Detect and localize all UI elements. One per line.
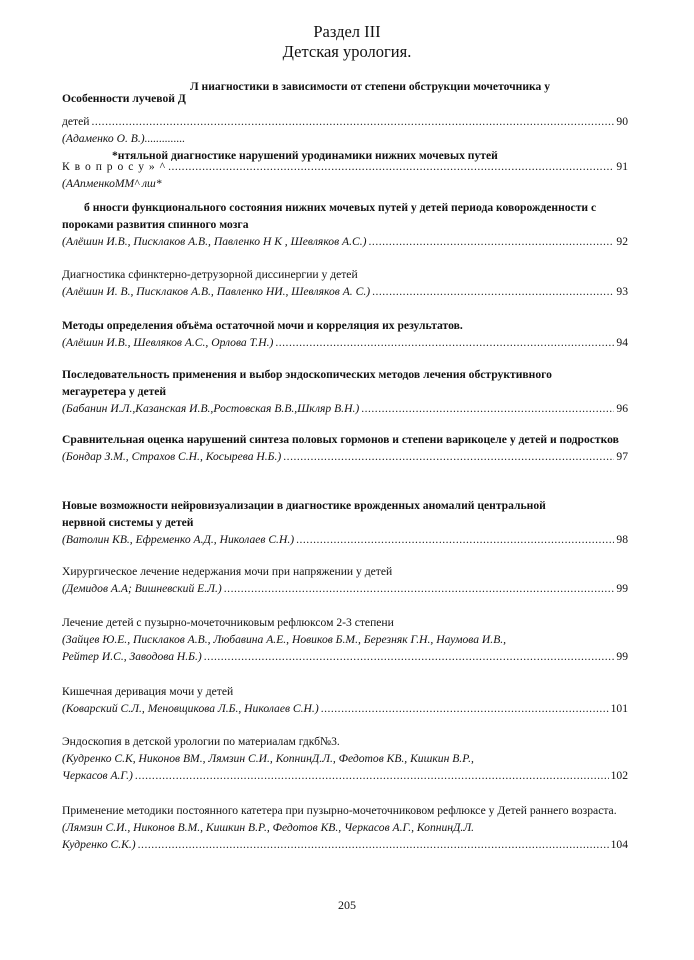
entry-page: 102 bbox=[610, 769, 628, 782]
entry-authors: Черкасов А.Г.) bbox=[62, 769, 133, 782]
entry-page: 99 bbox=[616, 582, 628, 595]
dot-leader bbox=[372, 283, 614, 300]
entry-title: К в о п р о с у » ^ bbox=[62, 160, 167, 173]
entry-authors: (Бондар З.М., Страхов С.Н., Косырева Н.Б.) bbox=[62, 450, 282, 463]
toc-entry bbox=[62, 366, 628, 417]
dot-leader bbox=[224, 580, 615, 597]
entry-authors: (Алёшин И. В., Писклаков А.В., Павленко НИ., Шевляков А. С.) bbox=[62, 285, 371, 298]
toc-entry bbox=[62, 563, 628, 597]
entry-page: 92 bbox=[616, 235, 628, 248]
section-number: Раздел III bbox=[313, 22, 381, 41]
entry-page: 96 bbox=[616, 402, 628, 415]
toc-entry bbox=[62, 733, 628, 784]
entry-page: 101 bbox=[610, 702, 628, 715]
entry-authors-first-line: (Кудренко С.К, Никонов ВМ., Лямзин С.И., КопнинД.Л., Федотов КВ., Кишкин В.Р., bbox=[62, 752, 474, 765]
entry-authors: (ААпменкоММ^ лш* bbox=[62, 177, 162, 190]
dot-leader bbox=[296, 531, 614, 548]
toc-entry bbox=[62, 147, 628, 192]
entry-authors: (Алёшин И.В., Писклаков А.В., Павленко Н К , Шевляков А.С.) bbox=[62, 235, 367, 248]
toc-entry bbox=[62, 199, 628, 250]
entry-authors: Кудренко С.К.) bbox=[62, 838, 136, 851]
dot-leader bbox=[168, 158, 614, 175]
entry-title: Лечение детей с пузырно-мочеточниковым рефлюксом 2-3 степени bbox=[62, 616, 394, 629]
entry-page: 93 bbox=[616, 285, 628, 298]
entry-title: Сравнительная оценка нарушений синтеза половых гормонов и степени варикоцеле у детей и подростков bbox=[62, 433, 619, 446]
entry-title: Хирургическое лечение недержания мочи при напряжении у детей bbox=[62, 565, 393, 578]
entry-line bbox=[62, 648, 628, 665]
entry-title: Последовательность применения и выбор эндоскопических методов лечения обструктивного мегауретера у детей bbox=[62, 368, 552, 398]
entry-authors: (Коварский С.Л., Меновщикова Л.Б., Николаев С.Н.) bbox=[62, 702, 319, 715]
section-header bbox=[0, 22, 694, 62]
entry-authors: Рейтер И.С., Заводова Н.Б.) bbox=[62, 650, 202, 663]
entry-title: Методы определения объёма остаточной мочи и корреляция их результатов. bbox=[62, 319, 463, 332]
toc-entry bbox=[62, 431, 628, 465]
entry-overlay-text: *нтяльной диагностике нарушений уродинамики нижних мочевых путей bbox=[112, 149, 498, 162]
entry-page: 98 bbox=[616, 533, 628, 546]
toc-entry bbox=[62, 683, 628, 717]
dot-leader bbox=[204, 648, 615, 665]
entry-authors: (Алёшин И.В., Шевляков А.С., Орлова Т.Н.) bbox=[62, 336, 274, 349]
entry-page: 94 bbox=[616, 336, 628, 349]
entry-line bbox=[62, 233, 628, 250]
toc-entry bbox=[62, 317, 628, 351]
entry-authors: (Бабанин И.Л.,Казанская И.В.,Ростовская В.В.,Шкляр В.Н.) bbox=[62, 402, 360, 415]
section-title: Детская урология. bbox=[282, 42, 412, 61]
dot-leader bbox=[361, 400, 614, 417]
entry-line bbox=[62, 334, 628, 351]
entry-authors-first-line: (Зайцев Ю.Е., Писклаков А.В., Любавина А.Е., Новиков Б.М., Березняк Г.Н., Наумова И.В., bbox=[62, 633, 507, 646]
entry-page: 99 bbox=[616, 650, 628, 663]
entry-title: Кишечная деривация мочи у детей bbox=[62, 685, 234, 698]
entry-title: Особенности лучевой Д bbox=[62, 92, 186, 105]
entry-title: Диагностика сфинктерно-детрузорной диссинергии у детей bbox=[62, 268, 358, 281]
entry-authors: (Демидов А.А; Вишневский Е.Л.) bbox=[62, 582, 222, 595]
entry-line bbox=[62, 767, 628, 784]
entry-title: Эндоскопия в детской урологии по материалам гдкб№3. bbox=[62, 735, 340, 748]
dot-leader bbox=[275, 334, 614, 351]
dot-leader bbox=[369, 233, 615, 250]
page-number: 205 bbox=[338, 898, 356, 912]
entry-authors: (Ватолин КВ., Ефременко А.Д., Николаев С.Н.) bbox=[62, 533, 295, 546]
entry-line bbox=[62, 700, 628, 717]
entry-line bbox=[62, 531, 628, 548]
toc-entry bbox=[62, 80, 628, 147]
entry-page: 90 bbox=[616, 115, 628, 128]
entry-page: 91 bbox=[616, 160, 628, 173]
entry-line bbox=[62, 158, 628, 175]
entry-page: 104 bbox=[610, 838, 628, 851]
entry-line bbox=[62, 283, 628, 300]
dot-leader bbox=[321, 700, 609, 717]
entry-line bbox=[62, 580, 628, 597]
entry-overlay-text: Л ниагностики в зависимости от степени обструкции мочеточника у bbox=[190, 80, 551, 93]
entry-authors: (Адаменко О. В.).............. bbox=[62, 132, 186, 145]
entry-line bbox=[62, 448, 628, 465]
entry-line bbox=[62, 836, 628, 853]
toc-entry bbox=[62, 802, 628, 853]
entry-line bbox=[62, 113, 628, 130]
entry-title: Новые возможности нейровизуализации в диагностике врожденных аномалий центральной нервной системы у детей bbox=[62, 499, 546, 529]
toc-entry bbox=[62, 614, 628, 665]
toc-entry bbox=[62, 266, 628, 300]
dot-leader bbox=[135, 767, 609, 784]
entry-title: б нносги функционального состояния нижних мочевых путей у детей периода коворожденности с пороками развития спинного мозга bbox=[62, 201, 597, 231]
toc-entry bbox=[62, 497, 628, 548]
entry-authors-first-line: (Лямзин С.И., Никонов В.М., Кишкин В.Р., Федотов КВ., Черкасов А.Г., КопнинД.Л. bbox=[62, 821, 475, 834]
entry-page: 97 bbox=[616, 450, 628, 463]
entry-line bbox=[62, 400, 628, 417]
entry-title-cont: детей bbox=[62, 115, 90, 128]
dot-leader bbox=[283, 448, 614, 465]
dot-leader bbox=[138, 836, 609, 853]
dot-leader bbox=[91, 113, 614, 130]
entry-title: Применение методики постоянного катетера при пузырно-мочеточниковом рефлюксе у Детей раннего возраста. bbox=[62, 804, 617, 817]
